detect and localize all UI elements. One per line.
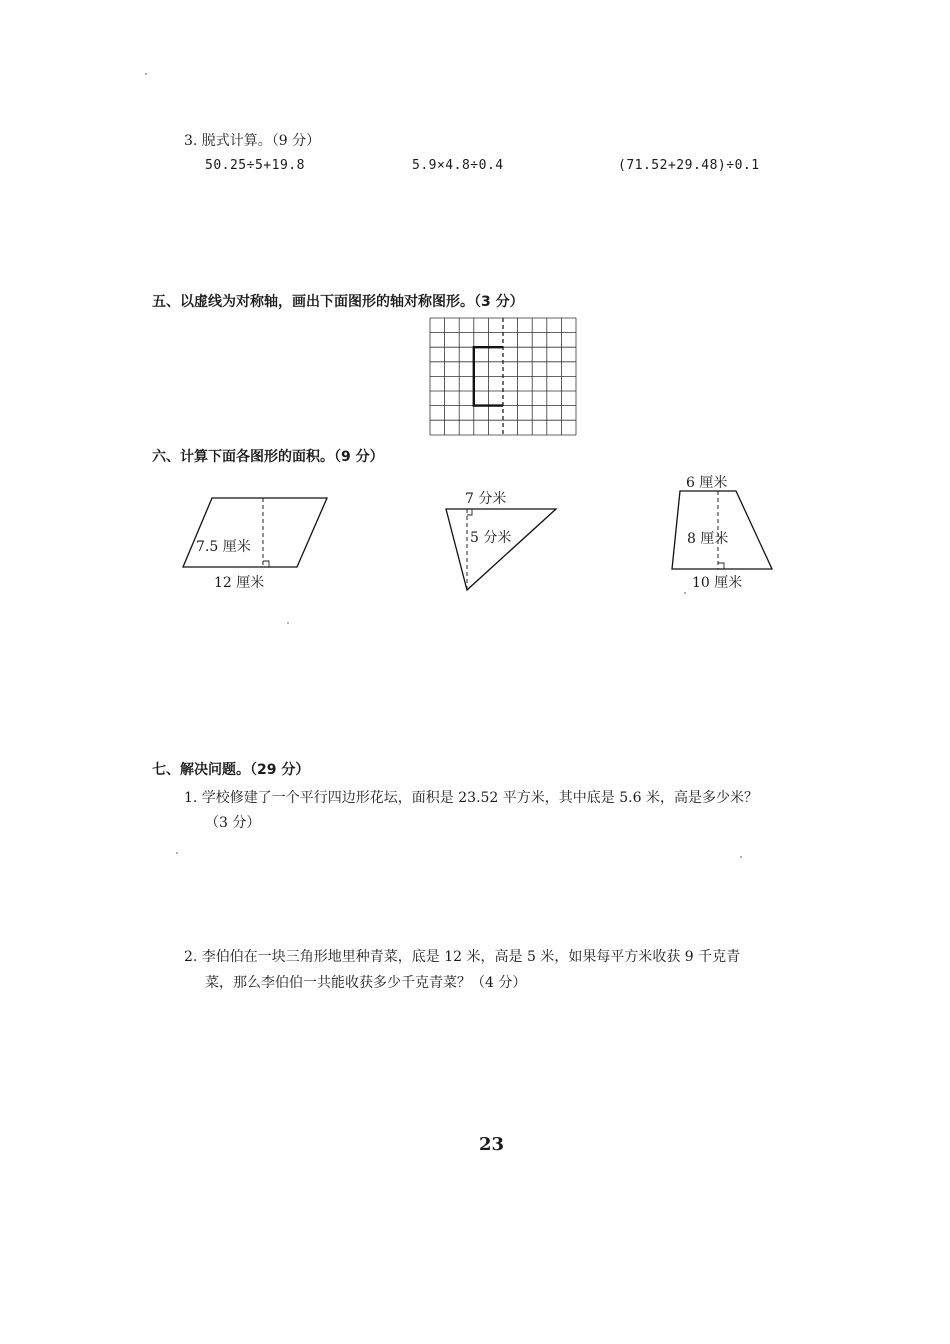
page-number: 23 [479,1134,505,1155]
problem-1-line-2: （3 分） [205,815,261,831]
scan-speck [740,856,742,858]
scan-speck [684,592,686,594]
section-7-heading: 七、解决问题。（29 分） [152,762,310,778]
problem-2-line-1: 2. 李伯伯在一块三角形地里种青菜，底是 12 米，高是 5 米，如果每平方米收获 9 千克青 [184,949,741,965]
expression-3: (71.52+29.48)÷0.1 [618,158,760,173]
triangle-figure [444,505,560,593]
expression-2: 5.9×4.8÷0.4 [412,158,504,173]
triangle-base-label: 7 分米 [465,491,507,507]
expression-1: 50.25÷5+19.8 [205,158,305,173]
parallelogram-figure [180,496,330,571]
scan-speck [145,73,147,75]
parallelogram-base-label: 12 厘米 [214,575,265,591]
problem-1-line-1: 1. 学校修建了一个平行四边形花坛，面积是 23.52 平方米，其中底是 5.6 米，高是多少米？ [184,790,758,806]
section-6-heading: 六、计算下面各图形的面积。（9 分） [152,449,384,465]
parallelogram-height-label: 7.5 厘米 [196,539,251,555]
symmetry-grid [430,318,578,438]
trapezoid-top-label: 6 厘米 [686,475,728,491]
scan-speck [287,622,289,624]
problem-2-line-2: 菜，那么李伯伯一共能收获多少千克青菜？（4 分） [205,975,527,991]
triangle-height-label: 5 分米 [470,530,512,546]
scan-speck [176,852,178,854]
trapezoid-bottom-label: 10 厘米 [692,575,743,591]
trapezoid-height-label: 8 厘米 [687,531,729,547]
section-5-heading: 五、以虚线为对称轴，画出下面图形的轴对称图形。（3 分） [152,294,524,310]
question-3-title: 3. 脱式计算。（9 分） [184,133,321,149]
